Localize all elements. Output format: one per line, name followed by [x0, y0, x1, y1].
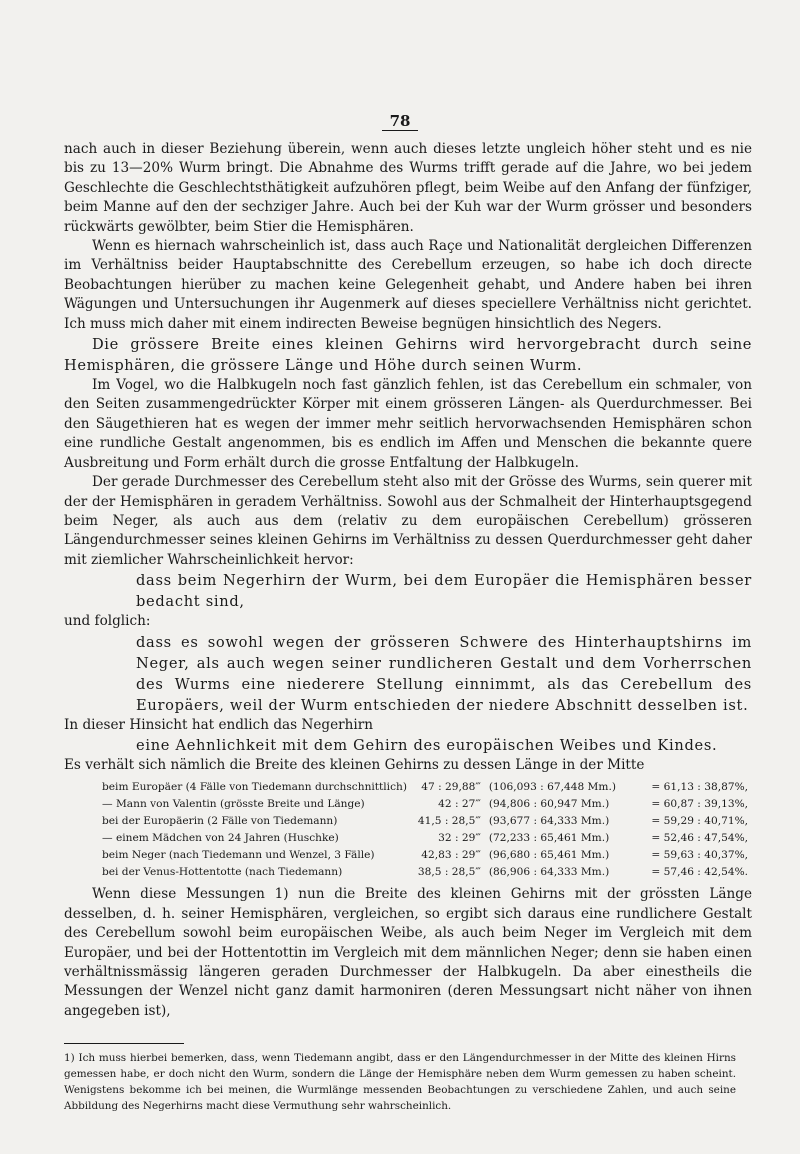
measurement-subject: — einem Mädchen von 24 Jahren (Huschke)	[102, 832, 339, 845]
connector-label: und folglich:	[64, 613, 151, 630]
table-row	[100, 779, 750, 796]
measurement-mm: (106,093 : 67,448 Mm.)	[488, 781, 616, 794]
footnote-rule	[64, 1043, 184, 1044]
paragraph: Im Vogel, wo die Halbkugeln noch fast gänzlich fehlen, ist das Cerebellum ein schmaler, von den Seiten zusammengedrückter Körper mit einem grösseren Längen- als Querdurchmesser. Bei den Säugethieren hat es wegen der immer mehr seitlich hervorwachsenden Hemisphären schon eine rundliche Gestalt angenommen, bis es endlich im Affen und Menschen die bekannte quere Ausbreitung und Form erhält durch die grosse Entfaltung der Halbkugeln.	[64, 377, 752, 471]
measurement-ratio: 42 : 27‴	[438, 798, 481, 811]
measurement-ratio: 41,5 : 28,5‴	[417, 815, 481, 828]
measurement-ratio: 38,5 : 28,5‴	[417, 866, 481, 879]
emphasized-conclusion: eine Aehnlichkeit mit dem Gehirn des europäischen Weibes und Kindes.	[136, 736, 718, 754]
page-body	[64, 140, 752, 1114]
paragraph: Der gerade Durchmesser des Cerebellum steht also mit der Grösse des Wurms, sein querer mit der der Hemisphären in geradem Verhältniss. Sowohl aus der Schmalheit der Hinterhauptsgegend beim Neger, als auch aus dem (relativ zu dem europäischen Cerebellum) grösseren Längendurchmesser seines kleinen Gehirns im Verhältniss zu dessen Querdurchmesser geht daher mit ziemlicher Wahrscheinlichkeit hervor:	[64, 474, 752, 568]
measurement-subject: beim Europäer (4 Fälle von Tiedemann durchschnittlich)	[102, 781, 407, 794]
page-number: 78	[0, 112, 800, 130]
table-row	[100, 796, 750, 813]
measurement-result: = 61,13 : 38,87%,	[651, 781, 748, 794]
measurement-mm: (86,906 : 64,333 Mm.)	[488, 866, 610, 879]
measurement-ratio: 32 : 29‴	[438, 832, 481, 845]
paragraph: Die grössere Breite eines kleinen Gehirns wird hervorgebracht durch seine Hemisphären, die grössere Länge und Höhe durch seinen Wurm.	[64, 336, 752, 375]
paragraph: Wenn es hiernach wahrscheinlich ist, dass auch Raçe und Nationalität dergleichen Differenzen im Verhältniss beider Hauptabschnitte des Cerebellum erzeugen, so habe ich doch directe Beobachtungen hierüber zu machen keine Gelegenheit gehabt, und Andere haben bei ihren Wägungen und Untersuchungen ihr Augenmerk auf dieses speciellere Verhältniss nicht gerichtet. Ich muss mich daher mit einem indirecten Beweise begnügen hinsichtlich des Negers.	[64, 238, 752, 332]
measurement-result: = 60,87 : 39,13%,	[651, 798, 748, 811]
measurement-subject: bei der Venus-Hottentotte (nach Tiedemann)	[102, 866, 343, 879]
measurement-mm: (72,233 : 65,461 Mm.)	[488, 832, 610, 845]
measurement-result: = 52,46 : 47,54%,	[651, 832, 748, 845]
emphasized-conclusion: dass es sowohl wegen der grösseren Schwere des Hinterhauptshirns im Neger, als auch wegen seiner rundlicheren Gestalt und dem Vorherrschen des Wurms eine niederere Stellung einnimmt, als das Cerebellum des Europäers, weil der Wurm entschieden der niedere Abschnitt desselben ist.	[136, 633, 752, 714]
footnote: 1) Ich muss hierbei bemerken, dass, wenn Tiedemann angibt, dass er den Längendurchmesser in der Mitte des kleinen Hirns gemessen habe, er doch nicht den Wurm, sondern die Länge der Hemisphäre neben dem Wurm gemessen zu haben scheint. Wenigstens bekomme ich bei meinen, die Wurmlänge messenden Beobachtungen zu verschiedene Zahlen, und auch seine Abbildung des Negerhirns macht diese Vermuthung sehr wahrscheinlich.	[64, 1052, 736, 1113]
table-row	[100, 813, 750, 830]
measurement-ratio: 47 : 29,88‴	[421, 781, 481, 794]
measurement-mm: (96,680 : 65,461 Mm.)	[488, 849, 610, 862]
table-row	[100, 830, 750, 847]
paragraph: Wenn diese Messungen 1) nun die Breite des kleinen Gehirns mit der grössten Länge desselben, d. h. seiner Hemisphären, vergleichen, so ergibt sich daraus eine rundlichere Gestalt des Cerebellum sowohl beim europäischen Weibe, als auch beim Neger im Vergleich mit dem Europäer, und bei der Hottentottin im Vergleich mit dem männlichen Neger; denn sie haben einen verhältnissmässig längeren geraden Durchmesser der Halbkugeln. Da aber einestheils die Messungen der Wenzel nicht ganz damit harmoniren (deren Messungsart nicht näher von ihnen angegeben ist),	[64, 886, 752, 1019]
connector-label: In dieser Hinsicht hat endlich das Negerhirn	[64, 716, 373, 733]
paragraph: nach auch in dieser Beziehung überein, wenn auch dieses letzte ungleich höher steht und es nie bis zu 13—20% Wurm bringt. Die Abnahme des Wurms trifft gerade auf die Jahre, wo bei jedem Geschlechte die Geschlechtsthätigkeit aufzuhören pflegt, beim Weibe auf den Anfang der fünfziger, beim Manne auf den der sechziger Jahre. Auch bei der Kuh war der Wurm grösser und besonders rückwärts gewölbter, beim Stier die Hemisphären.	[64, 141, 752, 235]
measurement-ratio: 42,83 : 29‴	[421, 849, 481, 862]
measurement-subject: beim Neger (nach Tiedemann und Wenzel, 3 Fälle)	[102, 849, 375, 862]
measurement-result: = 57,46 : 42,54%.	[651, 866, 748, 879]
measurement-mm: (93,677 : 64,333 Mm.)	[488, 815, 610, 828]
measurement-subject: bei der Europäerin (2 Fälle von Tiedemann)	[102, 815, 338, 828]
measurement-mm: (94,806 : 60,947 Mm.)	[488, 798, 610, 811]
table-row	[100, 847, 750, 864]
measurement-subject: — Mann von Valentin (grösste Breite und Länge)	[102, 798, 365, 811]
measurement-result: = 59,63 : 40,37%,	[651, 849, 748, 862]
emphasized-conclusion: dass beim Negerhirn der Wurm, bei dem Europäer die Hemisphären besser bedacht sind,	[136, 572, 752, 611]
measurement-result: = 59,29 : 40,71%,	[651, 815, 748, 828]
table-row	[100, 864, 750, 881]
measurement-table	[100, 779, 750, 881]
table-intro: Es verhält sich nämlich die Breite des kleinen Gehirns zu dessen Länge in der Mitte	[64, 756, 645, 773]
